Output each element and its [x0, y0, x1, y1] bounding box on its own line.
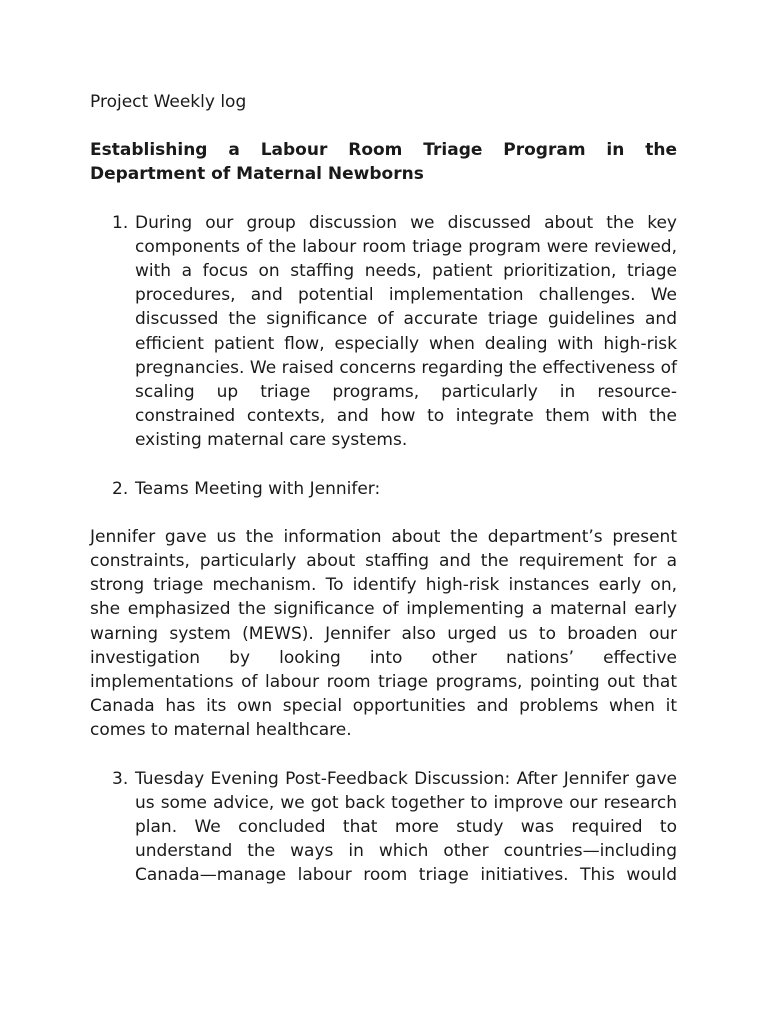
list-item-text: Teams Meeting with Jennifer:: [135, 478, 381, 499]
list-item-1: [90, 211, 677, 453]
document-title: Establishing a Labour Room Triage Program in the Department of Maternal Newborns: [90, 140, 677, 185]
list-item-text: During our group discussion we discussed about the key components of the labour room triage program were reviewed, with a focus on staffing needs, patient prioritization, triage procedures, and potential implementation challenges. We discussed the significance of accurate triage guidelines and efficient patient flow, especially when dealing with high-risk pregnancies. We raised concerns regarding the effectiveness of scaling up triage programs, particularly in resource-constrained contexts, and how to integrate them with the existing maternal care systems.: [135, 212, 677, 451]
list-item-2: [90, 477, 677, 501]
document-page: [90, 90, 677, 912]
document-label: Project Weekly log: [90, 92, 247, 112]
list-item-text: Tuesday Evening Post-Feedback Discussion: After Jennifer gave us some advice, we got back together to improve our research plan. We concluded that more study was required to understand the ways in which other countries—including Canada—manage labour room triage initiatives. This would: [135, 768, 677, 886]
list-item-3: [90, 767, 677, 888]
list-number: 3.: [112, 768, 129, 789]
meeting-paragraph: Jennifer gave us the information about the department’s present constraints, particularly about staffing and the requirement for a strong triage mechanism. To identify high-risk instances early on, she emphasized the significance of implementing a maternal early warning system (MEWS). Jennifer also urged us to broaden our investigation by looking into other nations’ effective implementations of labour room triage programs, pointing out that Canada has its own special opportunities and problems when it comes to maternal healthcare.: [90, 526, 677, 741]
list-number: 2.: [112, 478, 129, 499]
list-number: 1.: [112, 212, 129, 233]
